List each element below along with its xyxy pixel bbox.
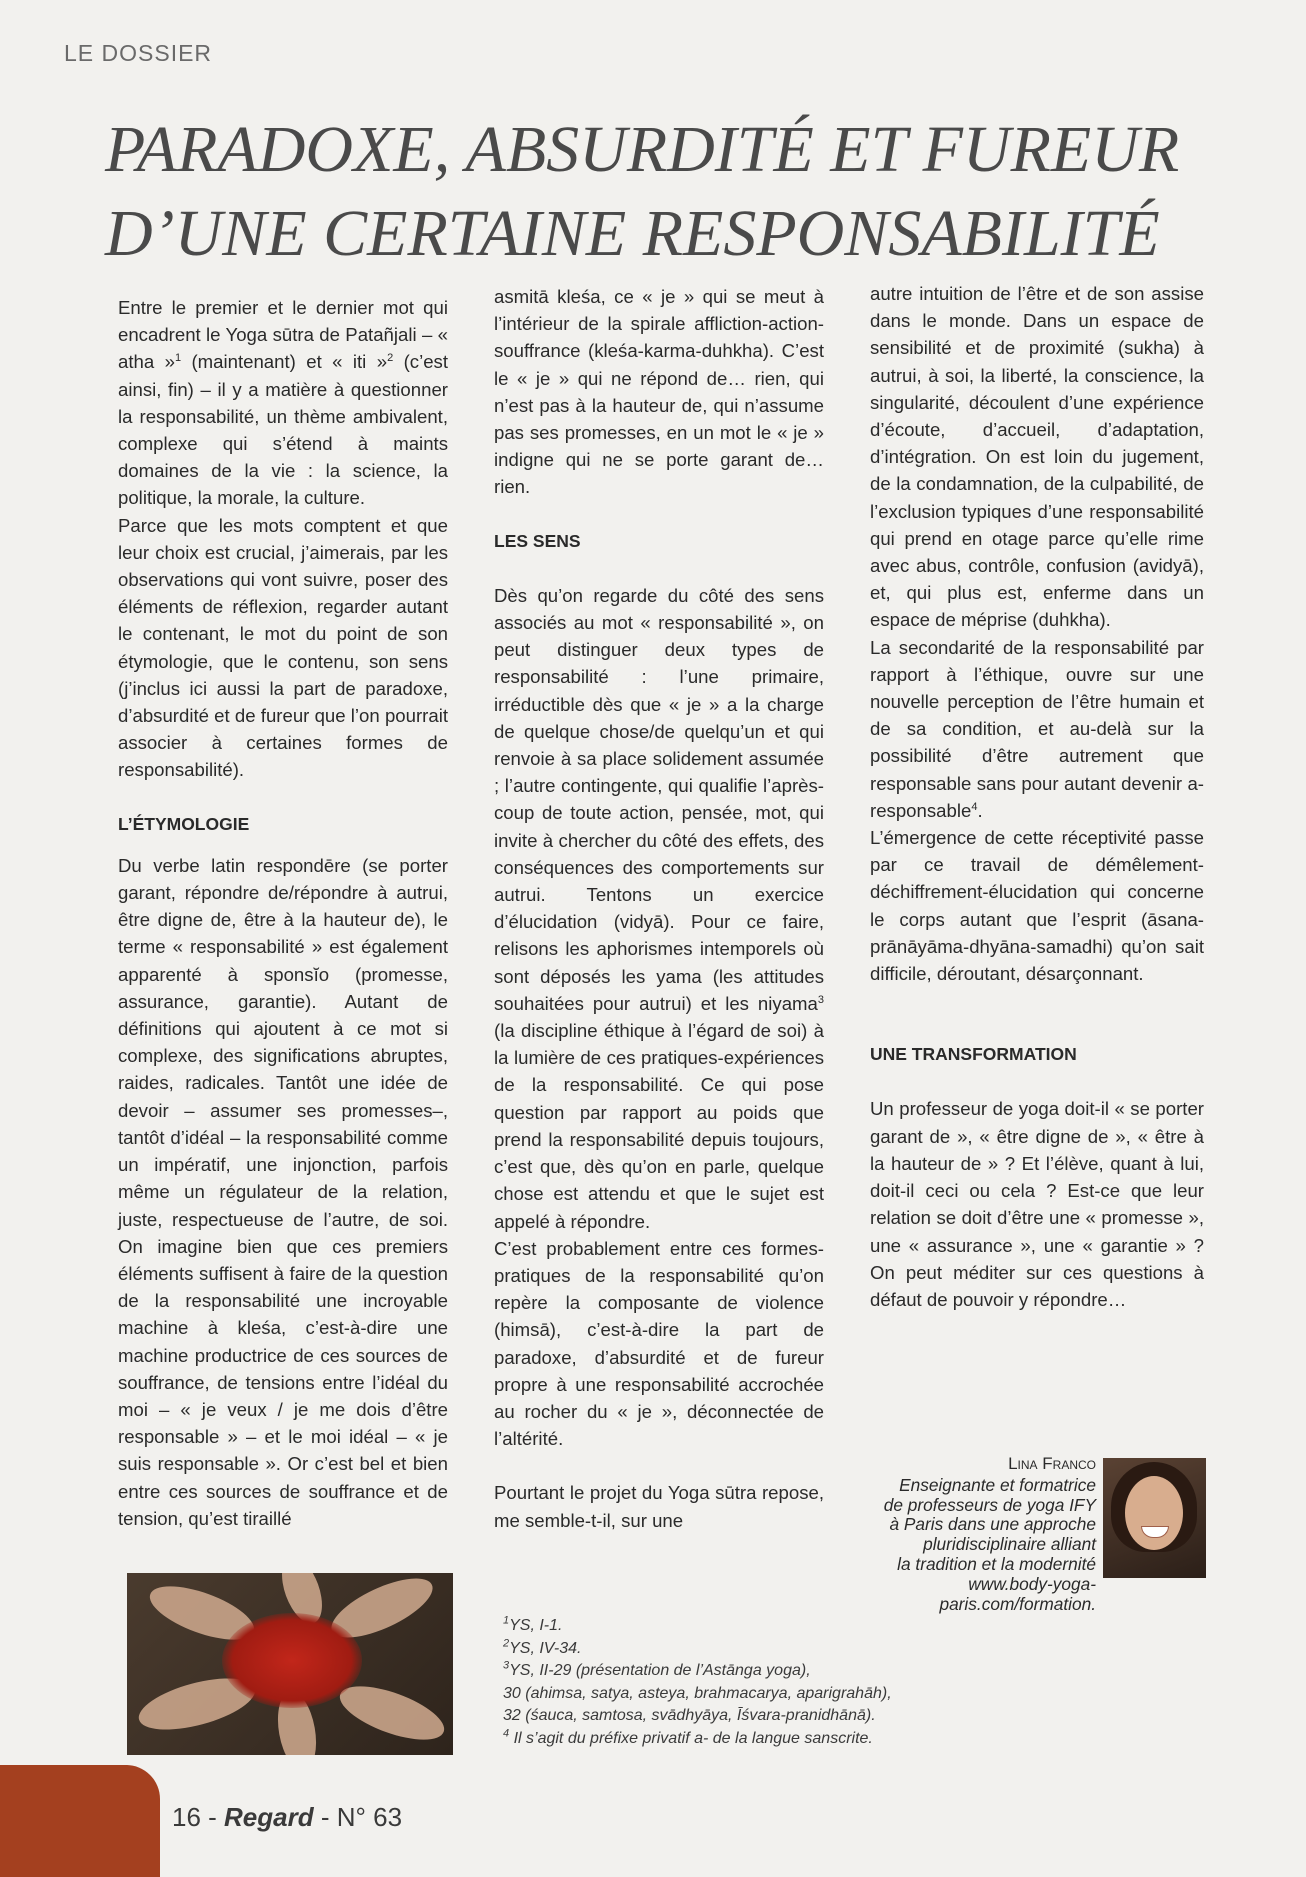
title-line-1: PARADOXE, ABSURDITÉ ET FUREUR [105,113,1180,186]
paragraph: Un professeur de yoga doit-il « se porter garant de », « être digne de », « être à la hauteur de » ? Et l’élève, quant à lui, doit-il ceci ou cela ? Est-ce que leur relation se doit d’être une « promesse », une « assurance », une « garantie » ? On peut méditer sur ces questions à défaut de pouvoir y répondre… [870,1098,1204,1310]
footnotes [503,1615,973,1751]
text-span: Dès qu’on regarde du côté des sens associés au mot « responsabilité », on peut distinguer deux types de responsabilité : l’une primaire, irréductible dès que « je » a la charge de quelque chose/de quelqu’un et qui renvoie à sa place solidement assumée ; l’autre contingente, qui qualifie l’après-coup de toute action, pensée, mot, qui invite à chercher du côté des effets, des conséquences des comportements sur autrui. Tentons un exercice d’élucidation (vidyā). Pour ce faire, relisons les aphorismes intemporels où sont déposés les yama (les attitudes souhaitées pour autrui) et les niyama [494,584,824,1014]
corner-decoration [0,1765,160,1877]
hands-photo [127,1573,453,1755]
paragraph: Parce que les mots comptent et que leur choix est crucial, j’aimerais, par les observations qui vont suivre, poser des éléments de réflexion, regarder autant le contenant, le mot du point de son étymologie, que le contenu, son sens (j’inclus ici aussi la part de paradoxe, d’absurdité et de fureur que l’on pourrait associer à certaines formes de responsabilité). [118,514,448,781]
author-bio-line: de professeurs de yoga IFY [883,1494,1096,1515]
paragraph [494,582,824,1235]
section-heading-etymologie: L’ÉTYMOLOGIE [118,813,250,834]
footnote-ref-1: 1 [174,352,182,365]
paragraph: C’est probablement entre ces formes-pratiques de la responsabilité qu’on repère la composante de violence (himsā), c’est-à-dire la part de paradoxe, d’absurdité et de fureur propre à une responsabilité accrochée au rocher du « je », déconnectée de l’altérité. [494,1237,824,1450]
intro-text-b: (maintenant) et « iti » [181,351,388,373]
text-span: La secondarité de la responsabilité par rapport à l’éthique, ouvre sur une nouvelle perception de l’être humain et de sa condition, et au-delà sur la possibilité d’être autrement que responsable sans pour autant devenir a-responsable [870,636,1204,821]
footnote: $^3$YS, II-29 (présentation de l’Astānga yoga), [503,1659,811,1680]
article-title [105,108,1225,276]
footer-separator: - [200,1802,225,1832]
paragraph: Du verbe latin respondēre (se porter garant, répondre de/répondre à autrui, être digne de, être à la hauteur de), le terme « responsabilité » est également apparenté à sponsĭo (promesse, assurance, garantie). Autant de définitions qui ajoutent à ce mot si complexe, des significations abruptes, raides, radicales. Tantôt une idée de devoir – assumer ses promesses–, tantôt d’idéal – la responsabilité comme un impératif, une injonction, parfois même un régulateur de la relation, juste, respectueuse de l’autre, de soi. On imagine bien que ces premiers éléments suffisent à faire de la question de la responsabilité une incroyable machine à kleśa, c’est-à-dire une machine productrice de ces sources de souffrance, de tensions entre l’idéal du moi – « je veux / je me dois d’être responsable » – et le moi idéal – « je suis responsable ». Or c’est bel et bien entre ces sources de souffrance et de tension, qu’est tiraillé [118,854,448,1529]
page-footer [172,1802,402,1833]
paragraph [870,634,1204,824]
intro-paragraph [118,294,448,512]
column-2 [494,283,824,1534]
author-photo [1103,1458,1206,1578]
column-3 [870,280,1204,1313]
paragraph: autre intuition de l’être et de son assise dans le monde. Dans un espace de sensibilité et de proximité (sukha) à autrui, à soi, la liberté, la conscience, la singularité, découlent d’une expérience d’écoute, d’accueil, d’adaptation, d’intégration. On est loin du jugement, de la condamnation, de la culpabilité, de l’exclusion typiques d’une responsabilité qui prend en otage parce qu’elle rime avec abus, contrôle, confusion (avidyā), et, qui plus est, enferme dans un espace de méprise (duhkha). [870,283,1204,631]
footnote-ref-4: 4 [971,800,978,813]
page-number: 16 [172,1802,201,1832]
footnote-ref-3: 3 [817,993,824,1006]
intro-text-a: Entre le premier et le dernier mot qui encadrent le Yoga sūtra de Patañjali – « atha » [118,297,448,373]
text-span: . [977,799,983,821]
footnote: 32 (śauca, samtosa, svādhyāya, Īśvara-pranidhānā). [503,1707,876,1725]
footnote-ref-2: 2 [387,352,394,365]
author-bio-line: la tradition et la modernité [897,1553,1096,1574]
footer-separator: - [313,1802,337,1832]
footnote: 30 (ahimsa, satya, asteya, brahmacarya, aparigrahāh), [503,1684,892,1702]
footnote: $^2$YS, IV-34. [503,1637,582,1657]
author-bio-line: pluridisciplinaire alliant [923,1534,1096,1555]
paragraph: Pourtant le projet du Yoga sūtra repose, me semble-t-il, sur une [494,1482,824,1531]
magazine-name: Regard [224,1802,314,1832]
author-website-line: paris.com/formation. [939,1593,1096,1614]
author-bio-line: Enseignante et formatrice [899,1474,1096,1495]
section-label: LE DOSSIER [64,40,213,66]
text-span: (la discipline éthique à l’égard de soi) à la lumière de ces pratiques-expériences de la responsabilité. Ce qui pose question par rapport au poids que prend la responsabilité depuis toujours, c’est que, dès qu’on en parle, quelque chose est attendu et que le sujet est appelé à répondre. [494,1020,824,1232]
author-name: Lina Franco [1008,1454,1096,1473]
author-bio-line: à Paris dans une approche [889,1514,1096,1535]
issue-number: N° 63 [336,1802,403,1832]
author-box [838,1454,1096,1614]
footnote: $^4$ Il s’agit du préfixe privatif a- de la langue sanscrite. [503,1727,873,1747]
column-1 [118,294,448,1532]
section-heading-les-sens: LES SENS [494,530,581,551]
intro-text-c: (c’est ainsi, fin) – il y a matière à questionner la responsabilité, un thème ambivalent, complexe qui s’étend à maints domaines de la vie : la science, la politique, la morale, la culture. [118,351,449,509]
title-line-2: D’UNE CERTAINE RESPONSABILITÉ [105,197,1160,270]
section-heading-transformation: UNE TRANSFORMATION [870,1044,1077,1065]
footnote: $^1$YS, I-1. [503,1614,563,1634]
paragraph: asmitā kleśa, ce « je » qui se meut à l’intérieur de la spirale affliction-action-souffrance (kleśa-karma-duhkha). C’est le « je » qui ne répond de… rien, qui n’est pas à la hauteur de, qui n’assume pas ses promesses, en un mot le « je » indigne qui ne se porte garant de… rien. [494,286,824,498]
paragraph: L’émergence de cette réceptivité passe par ce travail de démêlement-déchiffrement-élucidation qui concerne le corps autant que l’esprit (āsana-prānāyāma-dhyāna-samadhi) qu’on sait difficile, déroutant, désarçonnant. [870,827,1204,985]
author-website-line: www.body-yoga- [968,1573,1096,1594]
